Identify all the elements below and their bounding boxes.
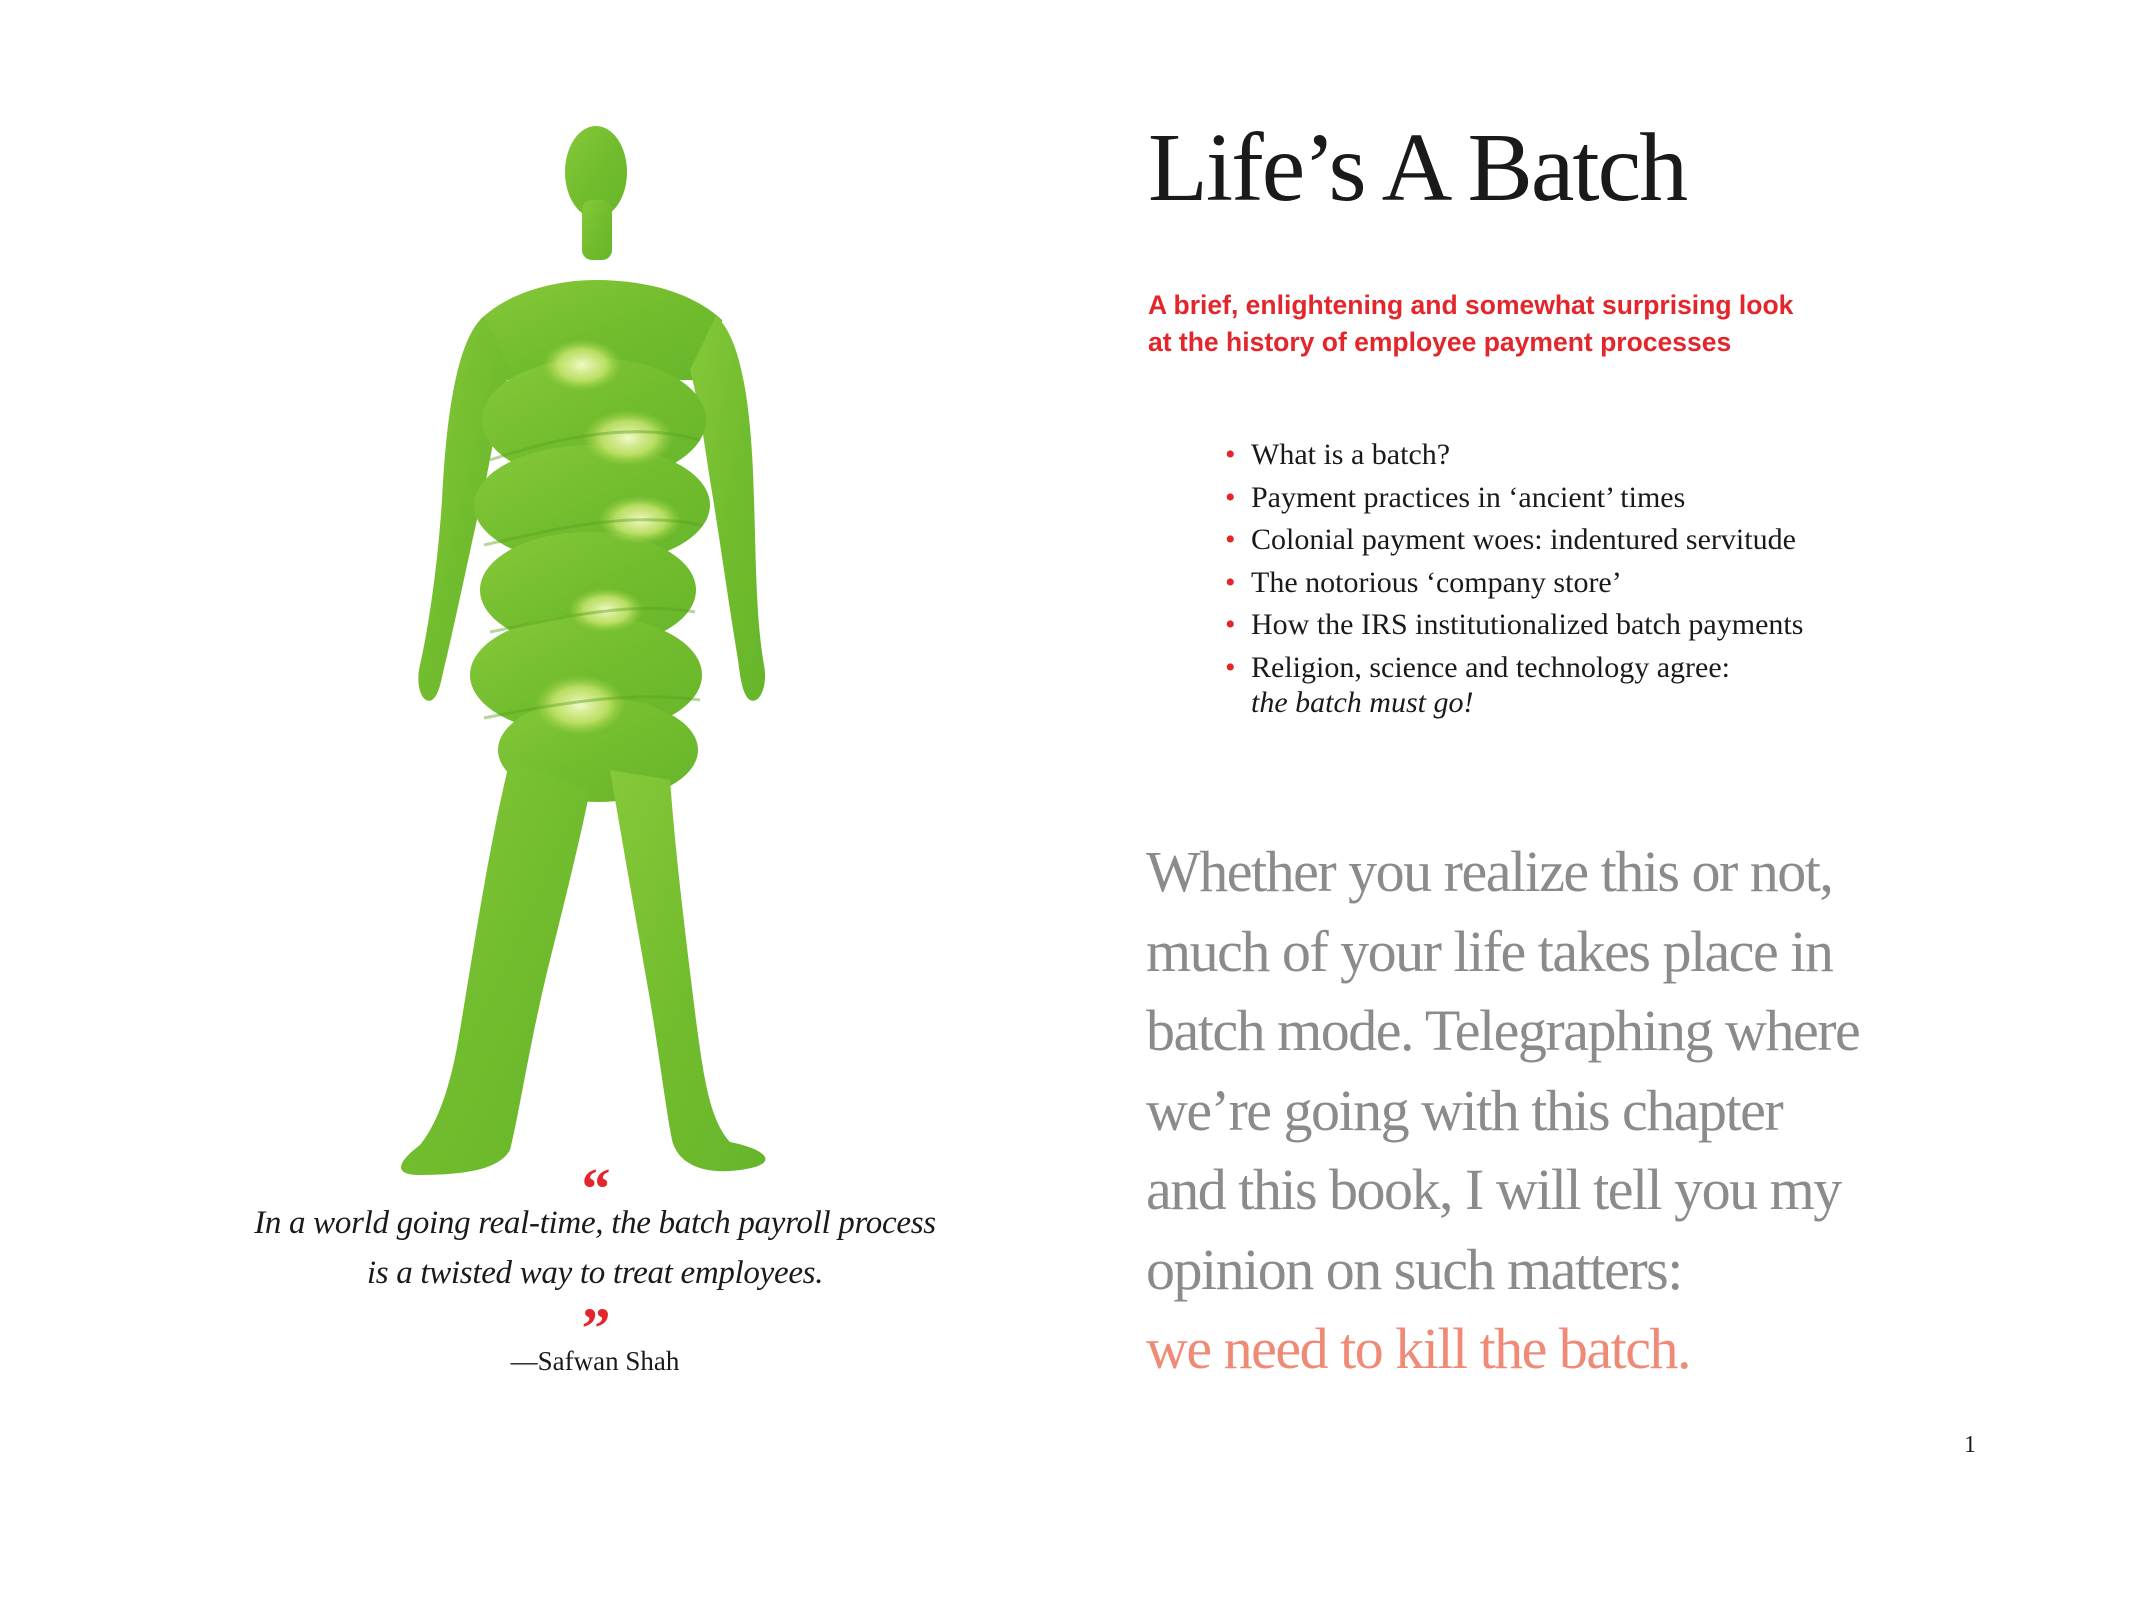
- lead-line: opinion on such matters:: [1146, 1236, 1682, 1302]
- pull-quote-line: In a world going real-time, the batch payroll process: [254, 1205, 936, 1241]
- topic-text: Religion, science and technology agree:: [1251, 650, 1730, 684]
- topic-item: [1225, 477, 1803, 520]
- topic-text: The notorious ‘company store’: [1251, 565, 1622, 599]
- topic-item: [1225, 519, 1803, 562]
- lead-line: batch mode. Telegraphing where: [1146, 998, 1860, 1063]
- lead-paragraph: [1146, 832, 2086, 1389]
- topic-item: [1225, 604, 1803, 647]
- topic-text: Colonial payment woes: indentured servitude: [1251, 523, 1796, 556]
- lead-line: much of your life takes place in: [1146, 918, 1833, 984]
- chapter-subtitle: [1148, 287, 2048, 361]
- bullet-icon: •: [1225, 438, 1236, 471]
- topic-item: [1225, 434, 1803, 477]
- bullet-icon: •: [1225, 650, 1236, 684]
- topics-list: [1225, 434, 1803, 725]
- bullet-icon: •: [1225, 480, 1236, 514]
- subtitle-line: at the history of employee payment processes: [1148, 327, 1732, 357]
- topic-text: How the IRS institutionalized batch payments: [1251, 608, 1804, 641]
- topic-item: [1225, 562, 1803, 605]
- topic-item: [1225, 647, 1803, 725]
- lead-line: we’re going with this chapter: [1146, 1077, 1783, 1143]
- bullet-icon: •: [1225, 608, 1236, 641]
- green-figure-illustration: [360, 120, 820, 1180]
- topic-text: What is a batch?: [1251, 438, 1451, 471]
- open-quote-mark: “: [581, 1156, 611, 1221]
- lead-emphasis: we need to kill the batch.: [1146, 1316, 1691, 1381]
- pull-quote: [200, 1198, 990, 1298]
- quote-attribution: —Safwan Shah: [510, 1346, 680, 1376]
- bullet-icon: •: [1225, 565, 1236, 599]
- chapter-title: Life’s A Batch: [1148, 114, 1687, 222]
- subtitle-line: A brief, enlightening and somewhat surprising look: [1148, 290, 1794, 320]
- topic-continuation: the batch must go!: [1251, 686, 1474, 719]
- page-number: 1: [1964, 1432, 1976, 1458]
- close-quote-mark: ”: [581, 1296, 611, 1361]
- lead-line: Whether you realize this or not,: [1146, 839, 1833, 904]
- bullet-icon: •: [1225, 523, 1236, 556]
- topic-text: Payment practices in ‘ancient’ times: [1251, 480, 1686, 514]
- pull-quote-line: is a twisted way to treat employees.: [366, 1255, 824, 1291]
- lead-line: and this book, I will tell you my: [1146, 1157, 1841, 1222]
